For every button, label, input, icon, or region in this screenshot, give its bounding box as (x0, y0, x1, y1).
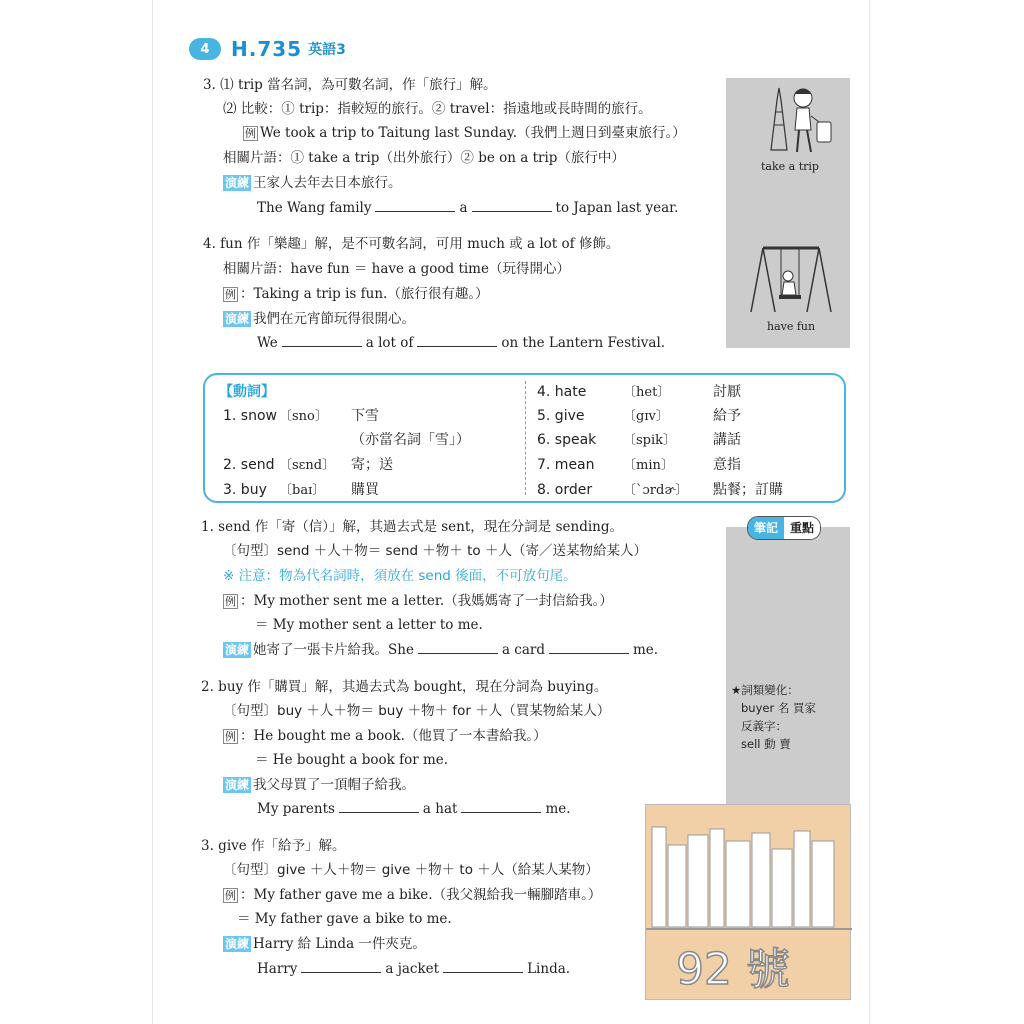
fun-exercise-c: on the Lantern Festival. (501, 335, 666, 351)
vocab-title: 【動詞】 (219, 384, 275, 400)
key-points-label: 重點 (784, 517, 820, 539)
vocab-word: 2. send (223, 457, 275, 473)
buy-exercise (257, 800, 571, 818)
fun-practice-text: 我們在元宵節玩得很開心。 (253, 311, 416, 327)
vocab-word: 7. mean (537, 457, 595, 473)
watermark-text: 92 號 (676, 944, 790, 995)
notes-label: 筆記 (748, 517, 784, 539)
have-fun-caption: have fun (767, 320, 816, 333)
send-exercise-b: a card (501, 642, 545, 658)
fun-phrases: 相關片語：have fun ＝ have a good time（玩得開心） (223, 261, 570, 277)
side-note-word-forms: ★詞類變化： (731, 683, 799, 697)
give-exercise-b: a jacket (385, 961, 440, 977)
buy-practice-text: 我父母買了一頂帽子給我。 (253, 777, 416, 793)
trip-exercise-c: to Japan last year. (555, 200, 679, 216)
vocab-row (223, 405, 379, 425)
answer-blank[interactable] (549, 641, 629, 654)
fun-exercise-b: a lot of (365, 335, 414, 351)
notes-badge (747, 516, 821, 540)
vocab-row (537, 429, 741, 449)
vocab-row (223, 454, 393, 474)
vocab-word: 1. snow (223, 408, 277, 424)
buy-pattern: 〔句型〕buy ＋人＋物＝ buy ＋物＋ for ＋人（買某物給某人） (223, 703, 611, 719)
buy-example (223, 727, 547, 745)
give-exercise-a: Harry (257, 961, 298, 977)
send-example-2: ＝ My mother sent a letter to me. (255, 617, 483, 633)
practice-tag: 演練 (225, 778, 250, 792)
fun-exercise (257, 334, 665, 352)
answer-blank[interactable] (443, 960, 523, 973)
trip-practice-text: 王家人去年去日本旅行。 (253, 175, 402, 191)
trip-exercise-b: a (459, 200, 468, 216)
buy-example-text: ：He bought me a book.（他買了一本書給我。） (240, 728, 547, 744)
vocab-row (537, 381, 741, 401)
vocab-word: 6. speak (537, 432, 597, 448)
vocabulary-box (203, 373, 846, 503)
vocab-meaning: 購買 (351, 482, 379, 498)
fun-example (223, 285, 489, 303)
example-tag: 例 (225, 889, 236, 902)
vocab-row (537, 405, 741, 425)
send-exercise-a: 她寄了一張卡片給我。She (253, 642, 414, 658)
answer-blank[interactable] (418, 641, 498, 654)
have-fun-swing-illustration (741, 240, 841, 318)
trip-example-text: We took a trip to Taitung last Sunday.（我們上週日到臺東旅行。） (260, 125, 686, 141)
send-example (223, 592, 613, 610)
practice-tag: 演練 (225, 312, 250, 326)
buy-exercise-b: a hat (422, 801, 458, 817)
answer-blank[interactable] (375, 199, 455, 212)
vocab-meaning: （亦當名詞「雪」） (351, 432, 470, 448)
buy-exercise-c: me. (545, 801, 571, 817)
send-exercise-c: me. (633, 642, 659, 658)
answer-blank[interactable] (472, 199, 552, 212)
give-example-text: ：My father gave me a bike.（我父親給我一輛腳踏車。） (240, 887, 602, 903)
example-tag: 例 (225, 595, 236, 608)
vocab-row (537, 454, 741, 474)
vocab-word: 8. order (537, 482, 593, 498)
side-note-antonym: 反義字： (741, 719, 787, 733)
vocab-pron: 〔spik〕 (623, 433, 677, 448)
give-exercise (257, 960, 570, 978)
vocab-word: 5. give (537, 408, 585, 424)
trip-line-2: ⑵ 比較：① trip：指較短的旅行。② travel：指遠地或長時間的旅行。 (223, 101, 652, 117)
vocab-meaning: 寄；送 (351, 457, 393, 473)
buy-practice (223, 776, 415, 794)
vocab-divider (525, 381, 526, 495)
trip-exercise-a: The Wang family (257, 200, 372, 216)
vocab-pron: 〔baɪ〕 (279, 483, 326, 498)
take-a-trip-caption: take a trip (761, 160, 819, 173)
side-note-buyer: buyer 名 買家 (741, 701, 817, 715)
vocab-meaning: 討厭 (713, 384, 741, 400)
answer-blank[interactable] (282, 334, 362, 347)
give-practice-text: Harry 給 Linda 一件夾克。 (253, 936, 426, 952)
vocab-row (537, 479, 783, 499)
give-example (223, 886, 601, 904)
vocab-pron: 〔sɛnd〕 (279, 458, 336, 473)
vocab-meaning: 意指 (713, 457, 741, 473)
vocab-pron: 〔ˋɔrdɚ〕 (623, 483, 689, 498)
give-practice (223, 935, 426, 953)
bookshelf-icon (646, 805, 852, 935)
side-note-sell: sell 動 賣 (741, 737, 791, 751)
vocab-pron: 〔gɪv〕 (623, 409, 669, 424)
practice-tag: 演練 (225, 176, 250, 190)
trip-example (243, 124, 686, 142)
practice-tag: 演練 (225, 643, 250, 657)
send-example-text: ：My mother sent me a letter.（我媽媽寄了一封信給我。） (240, 593, 613, 609)
answer-blank[interactable] (461, 800, 541, 813)
vocab-row-note (351, 429, 470, 449)
example-tag: 例 (225, 730, 236, 743)
book-code: H.735 (231, 37, 303, 61)
page-header (189, 36, 346, 62)
trip-line-1: 3. ⑴ trip 當名詞，為可數名詞，作「旅行」解。 (203, 77, 497, 93)
vocab-word: 3. buy (223, 482, 267, 498)
send-pattern: 〔句型〕send ＋人＋物＝ send ＋物＋ to ＋人（寄／送某物給某人） (223, 543, 647, 559)
answer-blank[interactable] (417, 334, 497, 347)
vocab-meaning: 給予 (713, 408, 741, 424)
vocab-pron: 〔sno〕 (279, 409, 328, 424)
vocab-meaning: 講話 (713, 432, 741, 448)
give-exercise-c: Linda. (527, 961, 571, 977)
give-example-2: ＝ My father gave a bike to me. (237, 911, 452, 927)
give-line-1: 3. give 作「給予」解。 (201, 838, 346, 854)
fun-practice (223, 310, 415, 328)
buy-line-1: 2. buy 作「購買」解，其過去式為 bought，現在分詞為 buying。 (201, 679, 608, 695)
take-a-trip-illustration (741, 80, 841, 160)
vocab-meaning: 點餐；訂購 (713, 482, 783, 498)
vocab-word: 4. hate (537, 384, 587, 400)
trip-exercise (257, 199, 678, 217)
answer-blank[interactable] (339, 800, 419, 813)
fun-example-text: ：Taking a trip is fun.（旅行很有趣。） (240, 286, 489, 302)
book-name: 英語3 (308, 42, 346, 58)
practice-tag: 演練 (225, 937, 250, 951)
vocab-pron: 〔min〕 (623, 458, 674, 473)
vocab-row (223, 479, 379, 499)
shop-watermark (645, 804, 851, 1000)
send-exercise (223, 641, 658, 659)
send-line-1: 1. send 作「寄（信）」解，其過去式是 sent，現在分詞是 sending。 (201, 519, 623, 535)
send-note: ※ 注意：物為代名詞時，須放在 send 後面，不可放句尾。 (223, 568, 577, 584)
vocab-meaning: 下雪 (351, 408, 379, 424)
trip-practice (223, 174, 402, 192)
fun-line-1: 4. fun 作「樂趣」解，是不可數名詞，可用 much 或 a lot of 修飾。 (203, 236, 620, 252)
trip-phrases: 相關片語：① take a trip（出外旅行）② be on a trip（旅行中） (223, 150, 625, 166)
give-pattern: 〔句型〕give ＋人＋物＝ give ＋物＋ to ＋人（給某人某物） (223, 862, 599, 878)
answer-blank[interactable] (301, 960, 381, 973)
buy-exercise-a: My parents (257, 801, 335, 817)
example-tag: 例 (245, 127, 256, 140)
vocab-pron: 〔het〕 (623, 385, 671, 400)
buy-example-2: ＝ He bought a book for me. (255, 752, 449, 768)
example-tag: 例 (225, 288, 236, 301)
fun-exercise-a: We (257, 335, 278, 351)
page-number: 4 (189, 38, 221, 60)
side-strip-bottom (726, 527, 850, 817)
